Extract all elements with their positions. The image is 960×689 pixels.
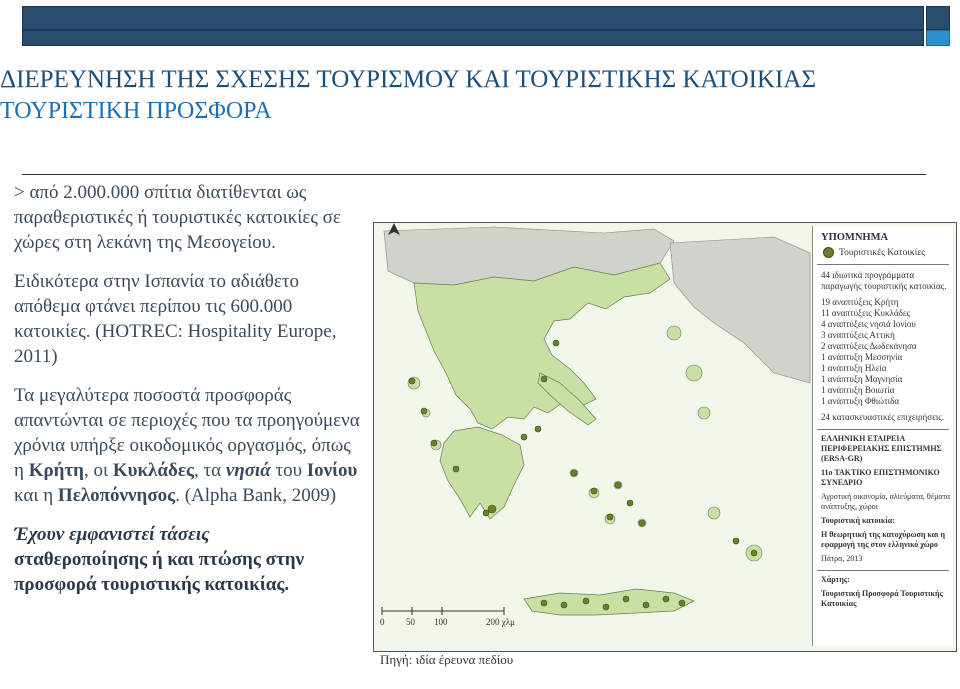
map-crete [524, 589, 694, 615]
map-development-dot [643, 602, 649, 608]
slide-subtitle: ΤΟΥΡΙΣΤΙΚΗ ΠΡΟΣΦΟΡΑ [0, 98, 272, 124]
map-development-dot [571, 470, 577, 476]
map-island [667, 326, 681, 340]
map-source: Πηγή: ιδία έρευνα πεδίου [380, 652, 514, 667]
legend-dot-row: Τουριστικές Κατοικίες [823, 247, 953, 258]
map-development-dot [679, 600, 685, 606]
legend-topic-label: Τουριστική κατοικία: [821, 516, 895, 525]
map-development-dot [627, 500, 633, 506]
map-development-dot [663, 596, 669, 602]
map-development-dot [639, 520, 645, 526]
map-development-dot [541, 600, 547, 606]
paragraph-3: Τα μεγαλύτερα ποσοστά προσφοράς απαντώνται σε περιοχές που τα προηγούμενα χρόνια υπήρξε οικοδομικός οργασμός, όπως η Κρήτη, οι Κυκλάδες, τα νησιά του Ιονίου και η Πελοπόννησος. (Alpha Bank, 2009) [14, 385, 360, 506]
body-text [14, 180, 364, 611]
legend-conference: 11ο ΤΑΚΤΙΚΟ ΕΠΙΣΤΗΜΟΝΙΚΟ ΣΥΝΕΔΡΙΟ [821, 468, 940, 487]
map-development-dot [535, 426, 541, 432]
map-development-dot [521, 434, 527, 440]
legend-intro: 44 ιδιωτικά προγράμματα παραγωγής τουριστικής κατοικίας. [821, 270, 947, 291]
legend-org: ΕΛΛΗΝΙΚΗ ΕΤΑΙΡΕΙΑ ΠΕΡΙΦΕΡΕΙΑΚΗΣ ΕΠΙΣΤΗΜΗΣ (ERSA-GR) [821, 434, 942, 463]
legend-divider [817, 429, 949, 430]
map-neighbour-east [670, 237, 810, 383]
legend-map-label: Χάρτης: [821, 575, 850, 584]
scale-tick: 0 [380, 617, 385, 627]
paragraph-1: > από 2.000.000 σπίτια διατίθενται ως παραθεριστικές ή τουριστικές κατοικίες σε χώρες στη λεκάνη της Μεσογείου. [14, 182, 341, 253]
map-development-dot [615, 482, 621, 488]
map-island [686, 365, 702, 381]
header-square-dark [926, 6, 950, 30]
legend-topic: Η θεωρητική της κατοχύρωση και η εφαρμογή της στον ελληνικό χώρο [821, 530, 946, 549]
legend-conference-sub: Αγροτική οικονομία, αλιεύματα, θέματα ανάπτυξης, χώροι [821, 492, 951, 511]
map-development-dot [607, 514, 613, 520]
map-development-dot [583, 598, 589, 604]
map-development-dot [553, 340, 559, 346]
map-development-dot [421, 408, 427, 414]
map-island [698, 407, 710, 419]
scale-tick: 50 [406, 617, 415, 627]
legend-city: Πάτρα, 2013 [821, 554, 863, 563]
legend-map-name: Τουριστική Προσφορά Τουριστικής Κατοικίας [821, 589, 943, 608]
paragraph-4: Έχουν εμφανιστεί τάσεις σταθεροποίησης ή και πτώσης στην προσφορά τουριστικής κατοικίας. [14, 524, 304, 595]
scale-tick: 200 χλμ [486, 617, 515, 627]
map-development-dot [431, 440, 437, 446]
map-development-dot [409, 378, 415, 384]
paragraph-2: Ειδικότερα στην Ισπανία το αδιάθετο απόθεμα φτάνει περίπου τις 600.000 κατοικίες. (HOTREC: Hospitality Europe, 2011) [14, 271, 337, 367]
map-drawing [374, 223, 814, 651]
map-development-dot [541, 376, 547, 382]
map-development-dot [623, 596, 629, 602]
map-development-dot [483, 510, 489, 516]
map-development-dot [453, 466, 459, 472]
map-mainland [414, 263, 670, 429]
map-development-dot [488, 505, 496, 513]
legend-total: 24 κατασκευαστικές επιχειρήσεις. [821, 412, 945, 422]
map-development-dot [591, 488, 597, 494]
legend-divider [817, 570, 949, 571]
legend-divider [817, 264, 949, 265]
header-band-lower [22, 30, 924, 46]
scale-bar [382, 607, 504, 615]
divider-line [22, 174, 926, 175]
scale-tick: 100 [434, 617, 448, 627]
map-development-dot [751, 550, 757, 556]
map-development-dot [603, 604, 609, 610]
map-development-dot [733, 538, 739, 544]
legend-items: 19 αναπτύξεις Κρήτη 11 αναπτύξεις Κυκλάδες 4 αναπτύξεις νησιά Ιονίου 3 αναπτύξεις Αττική 2 αναπτύξεις Δωδεκάνησα 1 ανάπτυξη Μεσσηνία 1 ανάπτυξη Ηλεία 1 ανάπτυξη Μαγνησία 1 ανάπτυξη Βοιωτία 1 ανάπτυξη Φθιώτιδα [821, 297, 917, 406]
map-island [708, 507, 720, 519]
map-peloponnese [440, 427, 524, 519]
map-legend [812, 226, 953, 646]
legend-title: ΥΠΟΜΝΗΜΑ [821, 232, 889, 243]
map-development-dot [561, 602, 567, 608]
legend-dot-icon [823, 247, 834, 258]
slide-title: ΔΙΕΡΕΥΝΗΣΗ ΤΗΣ ΣΧΕΣΗΣ ΤΟΥΡΙΣΜΟΥ ΚΑΙ ΤΟΥΡΙΣΤΙΚΗΣ ΚΑΤΟΙΚΙΑΣ [0, 66, 816, 93]
header-square-light [926, 30, 950, 46]
header-band [22, 6, 924, 30]
